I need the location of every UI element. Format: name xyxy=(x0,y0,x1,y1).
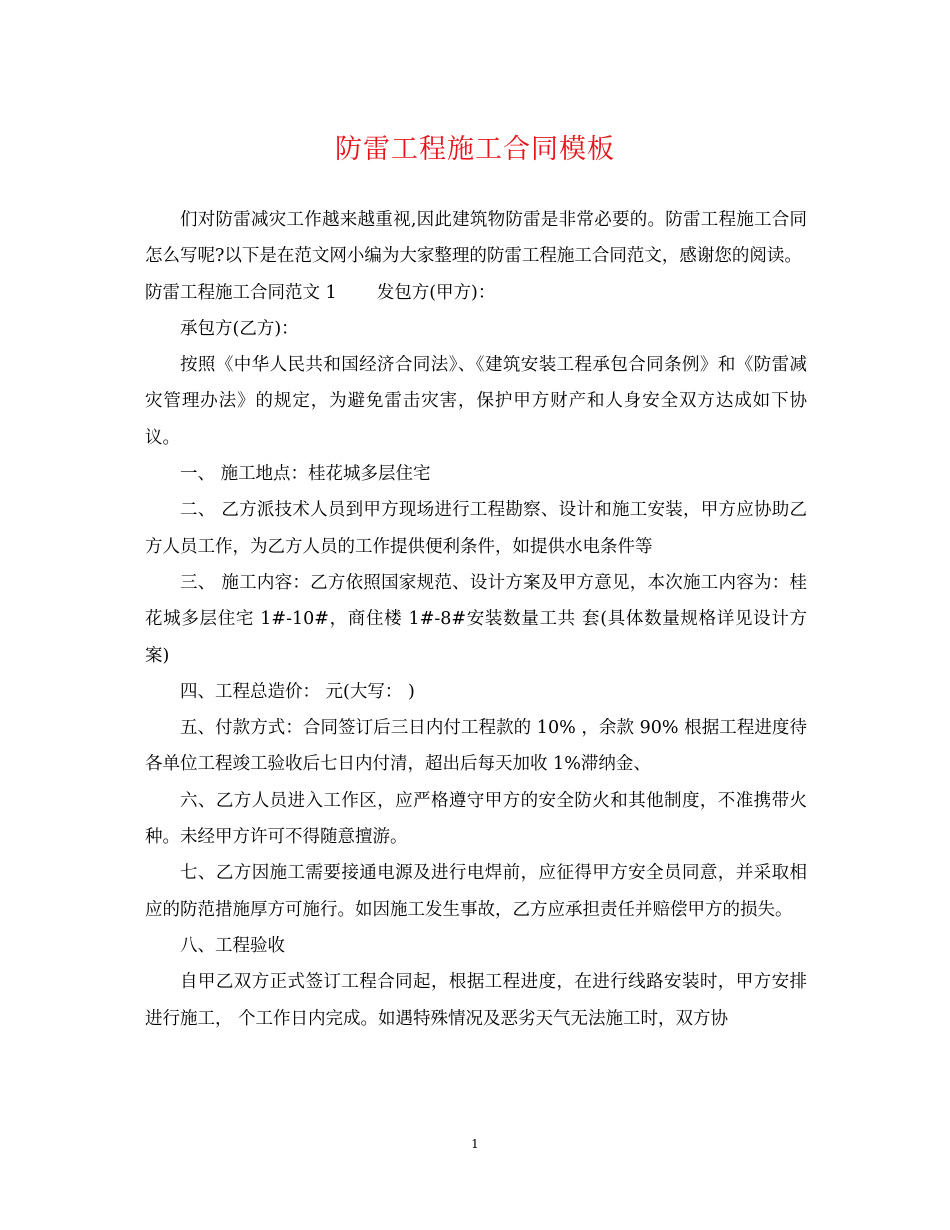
preamble-paragraph: 按照《中华人民共和国经济合同法》、《建筑安装工程承包合同条例》和《防雷减灾管理办法》的规定，为避免雷击灾害，保护甲方财产和人身安全双方达成如下协议。 xyxy=(145,355,807,448)
clause-3: 三、 施工内容：乙方依照国家规范、设计方案及甲方意见，本次施工内容为：桂花城多层住宅 1#-10#，商住楼 1#-8#安装数量工共 套(具体数量规格详见设计方案) xyxy=(145,572,807,666)
party-a-label: 发包方(甲方)： xyxy=(376,282,496,303)
clause-8-paragraph: 自甲乙双方正式签订工程合同起，根据工程进度，在进行线路安装时，甲方安排进行施工， 个工作日内完成。如遇特殊情况及恶劣天气无法施工时，双方协 xyxy=(145,972,807,1029)
sample-heading: 防雷工程施工合同范文 1 xyxy=(145,282,337,303)
clause-6: 六、乙方人员进入工作区，应严格遵守甲方的安全防火和其他制度，不准携带火种。未经甲方许可不得随意擅游。 xyxy=(145,790,807,848)
clause-2: 二、 乙方派技术人员到甲方现场进行工程勘察、设计和施工安装，甲方应协助乙方人员工作，为乙方人员的工作提供便利条件，如提供水电条件等 xyxy=(145,500,807,557)
intro-paragraph: 们对防雷减灾工作越来越重视,因此建筑物防雷是非常必要的。防雷工程施工合同怎么写呢?以下是在范文网小编为大家整理的防雷工程施工合同范文，感谢您的阅读。 xyxy=(145,210,807,267)
sample-heading-line xyxy=(145,275,807,311)
clause-4: 四、工程总造价： 元(大写： ) xyxy=(180,681,415,702)
clause-1: 一、 施工地点：桂花城多层住宅 xyxy=(180,464,431,485)
page-number: 1 xyxy=(471,1137,479,1151)
document-body xyxy=(145,202,807,1037)
document-title: 防雷工程施工合同模板 xyxy=(335,134,615,165)
clause-5: 五、付款方式：合同签订后三日内付工程款的 10% ，余款 90% 根据工程进度待各单位工程竣工验收后七日内付清，超出后每天加收 1%滞纳金、 xyxy=(145,718,807,775)
party-b-label: 承包方(乙方)： xyxy=(180,318,299,339)
clause-8-heading: 八、工程验收 xyxy=(180,935,285,956)
clause-7: 七、乙方因施工需要接通电源及进行电焊前，应征得甲方安全员同意，并采取相应的防范措施厚方可施行。如因施工发生事故，乙方应承担责任并赔偿甲方的损失。 xyxy=(145,863,807,920)
